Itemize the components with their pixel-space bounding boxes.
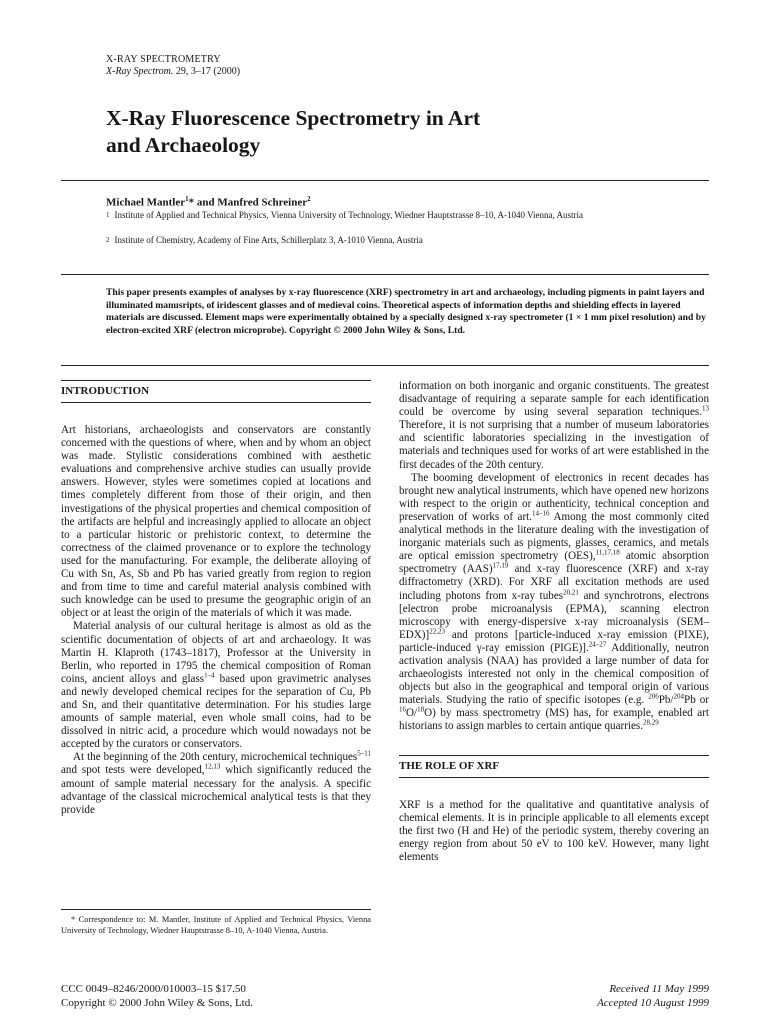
affiliation-text: Institute of Chemistry, Academy of Fine Arts, Schillerplatz 3, A-1010 Vienna, Austria: [114, 235, 423, 245]
citation-volume-pages: 29, 3–17 (2000): [173, 66, 241, 77]
affiliation-divider: [61, 274, 709, 275]
affiliation-number: 1: [106, 211, 110, 219]
title-divider: [61, 180, 709, 181]
isotope-mass: 206: [648, 692, 659, 701]
reference-mark: 28,29: [643, 718, 659, 727]
ccc-code: CCC 0049–8246/2000/010003–15 $17.50: [61, 983, 246, 995]
affiliation-2: [106, 234, 676, 246]
reference-mark: 24–27: [588, 640, 607, 649]
reference-mark: 1–4: [204, 671, 215, 680]
footer-right: [449, 982, 709, 1010]
author-2-affil-mark: 2: [307, 195, 311, 203]
title-line-1: X-Ray Fluorescence Spectrometry in Art: [106, 106, 481, 130]
reference-mark: 11,17,18: [595, 548, 620, 557]
article-title: [106, 105, 706, 159]
received-date: Received 11 May 1999: [609, 983, 709, 995]
accepted-date: Accepted 10 August 1999: [597, 997, 709, 1009]
paragraph: Art historians, archaeologists and conservators are constantly concerned with the questions of where, when and by whom an object was made. Stylistic considerations combined with aesthetic evaluations and comprehensive archive studies can usually provide answers. However, styles were sometimes copied at locations and times completely different from those of their origin, and then investigations of the physical properties and chemical composition of the artifacts are helpful and increasingly applied to allocate an object to a particular historic or prehistoric context, to determine the correctness of the claimed provenance or to explore the technology used for the manufacturing. For example, the deliberate alloying of Cu with Sn, As, Sb and Pb has varied greatly from region to region and from time to time and careful material analysis combined with such knowledge can be used to presume the geographic origin of an object or at least the origin of the materials of which it was made.: [61, 424, 371, 620]
author-1: Michael Mantler: [106, 196, 186, 209]
reference-mark: 22,23: [429, 627, 445, 636]
isotope-mass: 16: [399, 705, 406, 714]
footer-left: [61, 982, 391, 1010]
isotope-mass: 204: [673, 692, 685, 701]
affiliation-text: Institute of Applied and Technical Physics, Vienna University of Technology, Wiedner Hauptstrasse 8–10, A-1040 Vienna, Austria: [114, 210, 584, 220]
reference-mark: 20,21: [563, 587, 579, 596]
abstract: This paper presents examples of analyses by x-ray fluorescence (XRF) spectrometry in art and archaeology, including pigments in paint layers and illuminated manusripts, of iridescent glasses and of medieval coins. Theoretical aspects of information depths and shielding effects in layered materials are discussed. Element maps were experimentally obtained by a specially designed x-ray spectrometer (1 × 1 mm pixel resolution) and by electron-excited XRF (electron microprobe). Copyright © 2000 John Wiley & Sons, Ltd.: [106, 287, 706, 336]
author-1-affil-mark: 1: [185, 195, 189, 203]
author-list: [106, 193, 706, 210]
left-column: [61, 380, 371, 817]
affiliation-1: [106, 209, 676, 221]
paragraph: At the beginning of the 20th century, microchemical techniques$^{5-11}$ and spot tests were developed,$^{12,13}$ which significantly reduced the amount of sample material necessary for the analysis. A specific advantage of the classical microchemical analytical tests is that they provide: [61, 749, 372, 816]
section-title-role-of-xrf: THE ROLE OF XRF: [399, 759, 500, 772]
isotope-mass: 18: [417, 705, 425, 714]
author-joiner: and: [194, 196, 218, 209]
paragraph: XRF is a method for the qualitative and quantitative analysis of chemical elements. It is in principle applicable to all elements except the first two (H and He) of the periodic system, thereby covering an energy region from about 50 eV to 100 keV. However, many light elements: [399, 798, 709, 863]
citation-journal: X-Ray Spectrom.: [106, 66, 174, 77]
paragraph: The booming development of electronics in recent decades has brought new analytical instruments, which have opened new horizons with respect to the origin or authenticity, technical conception and preservation of works of art.$^{14-16}$ Among the most commonly cited analytical methods in the literature dealing with the investigation of inorganic materials such as pigments, glasses, ceramics, and metals are optical emission spectrometry (OES),$^{11,17,18}$ atomic absorption spectrometry (AAS)$^{17,19}$ and x-ray fluorescence (XRF) and x-ray diffractometry (XRD). For XRF all excitation methods are used including photons from x-ray tubes$^{20,21}$ and synchrotrons, electrons [electron probe microanalysis (EPMA), scanning electron microscopy with energy-dispersive x-ray microanalysis (SEM–EDX)]$^{22,23}$ and protons [particle-induced x-ray emission (PIXE), particle-induced γ-ray emission (PIGE)].$^{24-27}$ Additionally, neutron activation analysis (NAA) has provided a large number of data for archaeologists interested not only in the chemical composition of objects but also in the geographical and temporal origin of various materials. Studying the ratio of specific isotopes (e.g. $^{206}$Pb/$^{204}$Pb or $^{16}$O/$^{18}$O) by mass spectrometry (MS) has, for example, enabled art historians to assign marbles to certain antique quarries.$^{28,29}$: [399, 471, 709, 733]
reference-mark: 12,13: [204, 762, 221, 771]
title-line-2: and Archaeology: [106, 133, 261, 157]
journal-citation: [106, 66, 706, 78]
reference-mark: 5–11: [357, 749, 371, 758]
footnote-rule: [61, 909, 371, 910]
correspondence-footnote: [61, 909, 371, 936]
reference-mark: 13: [702, 404, 709, 413]
reference-mark: 17,19: [492, 561, 509, 570]
copyright: Copyright © 2000 John Wiley & Sons, Ltd.: [61, 997, 253, 1009]
author-2: Manfred Schreiner: [217, 196, 308, 209]
journal-name: X-RAY SPECTROMETRY: [106, 54, 221, 65]
section-title-introduction: INTRODUCTION: [61, 385, 150, 397]
corresponding-mark: *: [188, 196, 195, 209]
right-column: [399, 380, 709, 864]
abstract-divider: [61, 365, 709, 366]
reference-mark: 14–16: [532, 509, 550, 518]
running-header: [106, 54, 706, 78]
affiliation-number: 2: [106, 236, 110, 244]
paragraph: Material analysis of our cultural heritage is almost as old as the scientific documentation of objects of art and archaeology. It was Martin H. Klaproth (1743–1817), Professor at the University in Berlin, who reported in 1795 the chemical composition of Roman coins, ancient alloys and glass$^{1-4}$ based upon gravimetric analyses and newly developed chemical recipes for the separation of Cu, Pb and Sn, and their quantitative determination. For his studies large amounts of sample material, even whole small coins, had to be dissolved in nitric acid, a procedure which would nowadays not be accepted by the curators or conservators.: [61, 620, 371, 751]
footnote-text: * Correspondence to: M. Mantler, Institute of Applied and Technical Physics, Vienna University of Technology, Wiedner Hauptstrasse 8–10, A-1040 Vienna, Austria.: [61, 915, 371, 935]
paragraph: information on both inorganic and organic constituents. The greatest disadvantage of requiring a separate sample for each identification could be overcome by using several separation techniques.$^{13}$ Therefore, it is not surprising that a number of museum laboratories and scientific laboratories specializing in the investigation of materials and techniques used for works of art were established in the first decades of the 20th century.: [399, 380, 709, 471]
